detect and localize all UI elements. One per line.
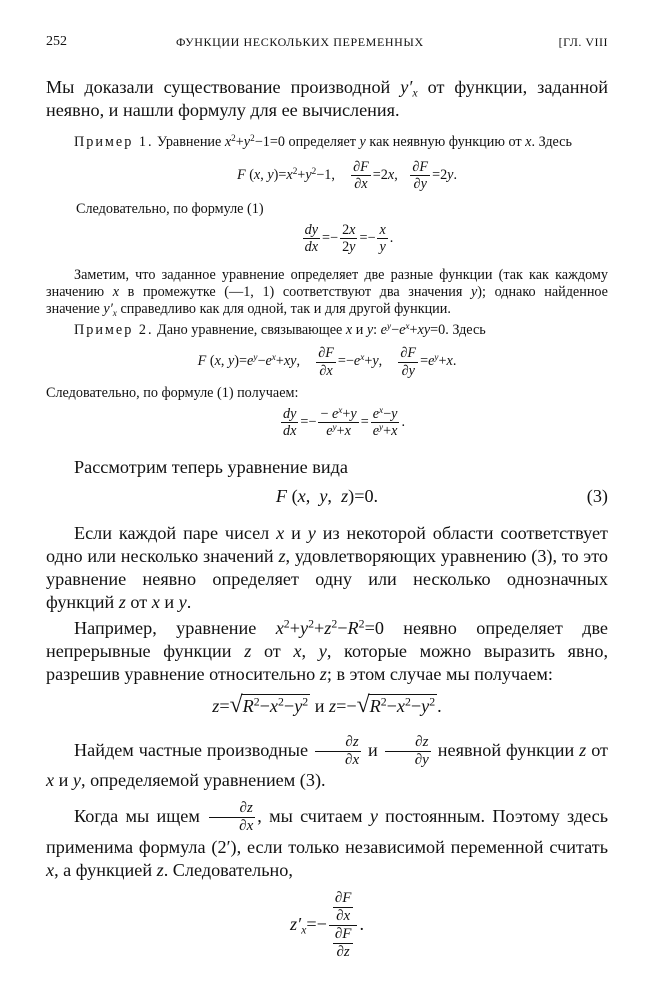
sphere-example-paragraph: Например, уравнение $x^2+y^2+z^2-R^2=0$ неявно определяет две непрерывные функции z от x, y, которые можно выразить явно, разрешив уравнение относительно z; в этом случае мы получаем: [46,616,609,684]
example1-label: Пример 1. [74,134,154,150]
running-header [46,34,608,56]
example2-formula-derivative: $\frac{dy}{dx}$ =− $\frac{- e^x+y}{e^y+x}$ = $\frac{e^x-y}{e^y+x}$ . [282,404,405,440]
formula-2prime-paragraph: Когда мы ищем $\frac{\partial z}{\partial x}$ , мы считаем y постоянным. Поэтому здесь применима формула (2′), если только независимой переменной считать x, а функцией z. Следовательно, [46,800,609,880]
example1-formula-derivative: $\frac{dy}{dx}$ =− $\frac{2x}{2y}$ =− $\frac{x}{y}$ . [304,221,394,255]
example2-formula-partials: F (x, $y)=e^y-e^x+xy$, $\frac{\partial F}{\partial x}$ $=-e^x+y$, $\frac{\partial F}{\partial y}$ $=e^y+x$. [197,345,457,379]
zx-derivative-formula: $z'_x=-$ $\frac{\frac{\partial F}{\partial x}}{\frac{\partial F}{\partial z}}$ . [290,889,364,961]
example1-formula-partials: F (x, $y)=x^2+y^2-1$, $\frac{\partial F}{\partial x}$ =2x, $\frac{\partial F}{\partial y}$ =2y. [236,159,458,193]
example1-hence: Следовательно, по формуле (1) [76,200,264,217]
equation-3-number: (3) [586,485,608,506]
page-number: 252 [46,34,67,49]
running-title: ФУНКЦИИ НЕСКОЛЬКИХ ПЕРЕМЕННЫХ [176,35,424,49]
intro-paragraph: Мы доказали существование производной $y'_x$ от функции, заданной неявно, и нашли формулу для ее вычисления. [46,77,609,120]
implicit-definition-paragraph: Если каждой паре чисел x и y из некоторой области соответствует одно или несколько значений z, удовлетворяющих уравнению (3), то это уравнение неявно определяет одну или несколько однозначных функций z от x и y. [46,522,608,612]
page [46,34,608,962]
example2-hence: Следовательно, по формуле (1) получаем: [46,384,299,401]
example1-statement: Пример 1. Уравнение $x^2+y^2-1=0$ определяет y как неявную функцию от x. Здесь [74,132,572,150]
equation-3-row [46,485,608,508]
chapter-label: [ГЛ. VIII [558,35,608,49]
sphere-solutions-formula: $z=√R^2-x^2-y^2$ и $z=-√R^2-x^2-y^2$ . [212,691,442,718]
equation-3: F (x, y, z)=0. [275,485,379,506]
consider-paragraph: Рассмотрим теперь уравнение вида [74,456,348,477]
example2-statement: Пример 2. Дано уравнение, связывающее x и y: $e^y-e^x+xy=0$. Здесь [74,321,486,339]
example1-remark: Заметим, что заданное уравнение определяет две разные функции (так как каждому значению x в промежутке (—1, 1) соответствуют два значения y); однако найденное значение $y'_x$ справедливо как для одной, так и для другой функции. [46,267,608,319]
example2-label: Пример 2. [74,322,154,339]
partial-derivatives-paragraph: Найдем частные производные $\frac{\partial z}{\partial x}$ и $\frac{\partial z}{\partial y}$ неявной функции z от x и y, определяемой уравнением (3). [46,733,608,791]
